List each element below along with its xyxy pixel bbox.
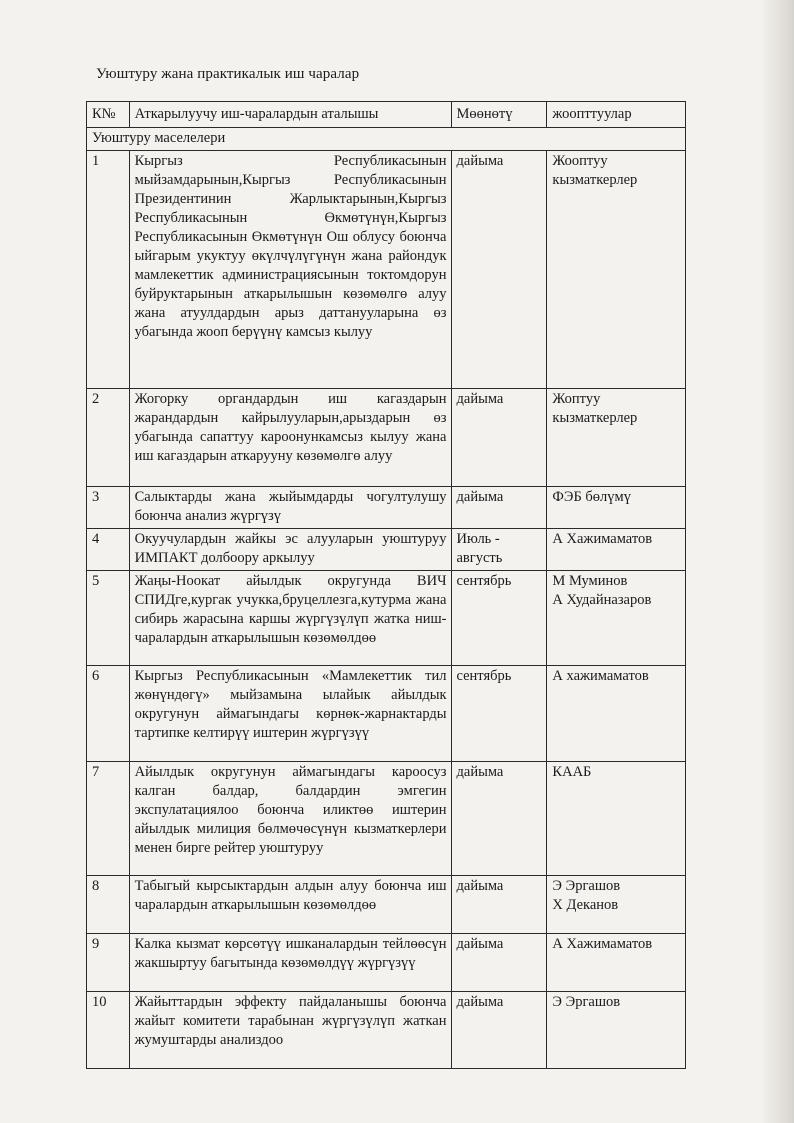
header-deadline: Мөөнөтү — [451, 102, 547, 128]
activity-plan-table — [86, 101, 686, 1069]
row-deadline: дайыма — [451, 762, 547, 876]
row-activity: Айылдык округунун аймагындагы кароосуз калган балдар, балдардин эмгегин экспулатациялоо боюнча иликтөө иштерин айылдык милиция бөлмөчөсүнүн кызматкерлери менен бирге рейтер уюштуруу — [129, 762, 451, 876]
row-activity: Жаңы-Ноокат айылдык округунда ВИЧ СПИДге,кургак учукка,бруцеллезга,кутурма жана сибирь жарасына каршы жүргүзүлүп жатка ниш-чаралардын аткарылышын көзөмөлдөө — [129, 571, 451, 666]
row-deadline: дайыма — [451, 934, 547, 992]
row-number: 9 — [87, 934, 130, 992]
row-responsible — [547, 666, 686, 762]
responsible-person: КААБ — [552, 764, 592, 780]
responsible-person: Жоптуу кызматкерлер — [552, 391, 638, 426]
row-responsible — [547, 151, 686, 389]
responsible-person: А хажимаматов — [552, 668, 649, 684]
responsible-person: А Худайназаров — [552, 592, 652, 608]
row-number: 1 — [87, 151, 130, 389]
responsible-person: М Муминов — [552, 573, 628, 589]
responsible-person: Э Эргашов — [552, 994, 621, 1010]
row-activity: Кыргыз Республикасынын мыйзамдарынын,Кыргыз Республикасынын Президентинин Жарлыктарынын,Кыргыз Республикасынын Өкмөтүнүн,Кыргыз Республикасынын Өкмөтүнүн Ош облусу боюнча ыйгарым укуктуу өкүлчүлүгүнүн жана райондук мамлекеттик администрациясынын токтомдорун буйруктарынын аткарылышын көзөмөлгө алуу жана атуулдардын арыз даттанууларына өз убагында жооп берүүнү камсыз кылуу — [129, 151, 451, 389]
header-number: К№ — [87, 102, 130, 128]
row-responsible — [547, 934, 686, 992]
row-responsible — [547, 762, 686, 876]
row-responsible — [547, 876, 686, 934]
row-activity: Окуучулардын жайкы эс алууларын уюштуруу ИМПАКТ долбоору аркылуу — [129, 529, 451, 571]
table-row — [87, 992, 686, 1069]
row-deadline: сентябрь — [451, 666, 547, 762]
row-number: 5 — [87, 571, 130, 666]
section-title: Уюштуру маселелери — [87, 128, 686, 151]
section-row — [87, 128, 686, 151]
row-number: 4 — [87, 529, 130, 571]
table-row — [87, 151, 686, 389]
table-row — [87, 666, 686, 762]
row-number: 3 — [87, 487, 130, 529]
row-deadline: дайыма — [451, 389, 547, 487]
row-number: 10 — [87, 992, 130, 1069]
row-activity: Салыктарды жана жыйымдарды чогултулушу боюнча анализ жүргүзү — [129, 487, 451, 529]
row-activity: Калка кызмат көрсөтүү ишканалардын тейлөөсүн жакшыртуу багытында көзөмөлдүү жүргүзүү — [129, 934, 451, 992]
responsible-person: А Хажимаматов — [552, 531, 653, 547]
header-activity: Аткарылуучу иш-чаралардын аталышы — [129, 102, 451, 128]
row-activity: Табыгый кырсыктардын алдын алуу боюнча иш чаралардын аткарылышын көзөмөлдөө — [129, 876, 451, 934]
row-deadline: дайыма — [451, 992, 547, 1069]
header-responsible: жоопттуулар — [547, 102, 686, 128]
table-row — [87, 529, 686, 571]
row-activity: Жогорку органдардын иш кагаздарын жарандардын кайрылууларын,арыздарын өз убагында сапаттуу кароонункамсыз кылуу жана иш кагаздарын аткарууну көзөмөлгө алуу — [129, 389, 451, 487]
row-responsible — [547, 992, 686, 1069]
responsible-person: Э Эргашов — [552, 878, 621, 894]
row-number: 7 — [87, 762, 130, 876]
row-responsible — [547, 529, 686, 571]
row-number: 6 — [87, 666, 130, 762]
table-row — [87, 487, 686, 529]
row-number: 2 — [87, 389, 130, 487]
row-responsible — [547, 571, 686, 666]
table-row — [87, 762, 686, 876]
row-number: 8 — [87, 876, 130, 934]
row-deadline: Июль - августь — [451, 529, 547, 571]
row-deadline: дайыма — [451, 487, 547, 529]
row-activity: Жайыттардын эффекту пайдаланышы боюнча жайыт комитети тарабынан жүргүзүлүп жаткан жумуштарды анализдоо — [129, 992, 451, 1069]
document-title: Уюштуру жана практикалык иш чаралар — [96, 66, 360, 82]
page-edge-shadow — [760, 0, 794, 1123]
table-row — [87, 389, 686, 487]
row-deadline: дайыма — [451, 151, 547, 389]
responsible-person: ФЭБ бөлүмү — [552, 489, 631, 505]
responsible-person: Х Деканов — [552, 897, 619, 913]
table-row — [87, 934, 686, 992]
row-responsible — [547, 487, 686, 529]
responsible-person: Жоoптуу кызматкерлер — [552, 153, 638, 188]
row-activity: Кыргыз Республикасынын «Мамлекеттик тил жөнүндөгү» мыйзамына ылайык айылдык округунун аймагындагы көрнөк-жарнактарды тартипке келтирүү иштерин жүргүзүү — [129, 666, 451, 762]
responsible-person: А Хажимаматов — [552, 936, 653, 952]
table-header-row — [87, 102, 686, 128]
row-responsible — [547, 389, 686, 487]
table-row — [87, 571, 686, 666]
table-row — [87, 876, 686, 934]
row-deadline: сентябрь — [451, 571, 547, 666]
row-deadline: дайыма — [451, 876, 547, 934]
